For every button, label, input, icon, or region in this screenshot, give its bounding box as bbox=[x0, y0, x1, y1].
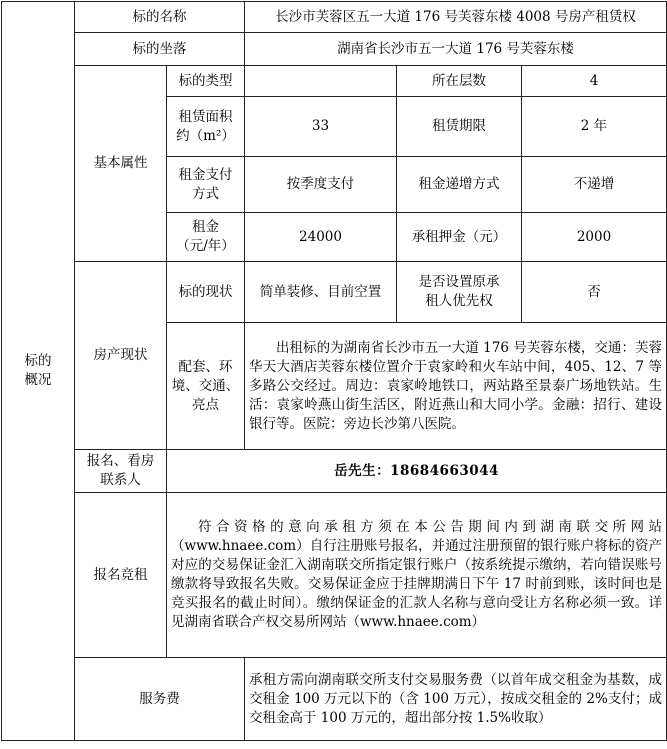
payment-method-label: 租金支付 方式 bbox=[167, 157, 245, 213]
overview-side-label: 标的 概况 bbox=[2, 2, 75, 741]
priority-right-label: 是否设置原承 租人优先权 bbox=[397, 262, 522, 323]
lease-area-value: 33 bbox=[245, 97, 397, 157]
current-status-label: 标的现状 bbox=[167, 262, 245, 323]
bidding-text: 符合资格的意向承租方须在本公告期间内到湖南联交所网站（www.hnaee.com）自行注册账号报名，并通过注册预留的银行账户将标的资产对应的交易保证金汇入湖南联交所指定银行账户（按系统提示缴纳，若向错误账号缴款将导致报名失败。交易保证金应于挂牌期满日下午 17 时前到账，该时间也是竞买报名的截止时间）。缴纳保证金的汇款人名称与意向受让方名称必须一致。详见湖南省联合产权交易所网站（www.hnaee.com） bbox=[167, 493, 667, 658]
rent-increase-value: 不递增 bbox=[522, 157, 667, 213]
deposit-value: 2000 bbox=[522, 213, 667, 262]
basic-attributes-label: 基本属性 bbox=[75, 66, 167, 262]
service-fee-label: 服务费 bbox=[75, 658, 245, 741]
bidding-label: 报名竞租 bbox=[75, 493, 167, 658]
floor-label: 所在层数 bbox=[397, 66, 522, 97]
annual-rent-value: 24000 bbox=[245, 213, 397, 262]
property-status-label: 房产现状 bbox=[75, 262, 167, 450]
service-fee-text: 承租方需向湖南联交所支付交易服务费（以首年成交租金为基数，成交租金 100 万元以下的（含 100 万元），按成交租金的 2%支付；成交租金高于 100 万元的，超出部分按 1.5%收取） bbox=[245, 658, 667, 741]
lease-area-label: 租赁面积 约（m²） bbox=[167, 97, 245, 157]
floor-value: 4 bbox=[522, 66, 667, 97]
priority-right-value: 否 bbox=[522, 262, 667, 323]
property-type-label: 标的类型 bbox=[167, 66, 245, 97]
facilities-text: 出租标的为湖南省长沙市五一大道 176 号芙蓉东楼，交通：芙蓉华天大酒店芙蓉东楼位置介于袁家岭和火车站中间，405、12、7 等多路公交经过。周边：袁家岭地铁口，两站路至景泰广场地铁站。生活：袁家岭燕山街生活区，附近燕山和大同小学。金融：招行、建设银行等。医院：旁边长沙第八医院。 bbox=[245, 323, 667, 450]
current-status-value: 简单装修、目前空置 bbox=[245, 262, 397, 323]
property-location-label: 标的坐落 bbox=[75, 33, 245, 66]
contact-label: 报名、看房 联系人 bbox=[75, 450, 167, 493]
rent-increase-label: 租金递增方式 bbox=[397, 157, 522, 213]
facilities-label: 配套、环 境、交通、 亮点 bbox=[167, 323, 245, 450]
lease-term-value: 2 年 bbox=[522, 97, 667, 157]
property-location-value: 湖南省长沙市五一大道 176 号芙蓉东楼 bbox=[245, 33, 667, 66]
lease-term-label: 租赁期限 bbox=[397, 97, 522, 157]
property-type-value bbox=[245, 66, 397, 97]
payment-method-value: 按季度支付 bbox=[245, 157, 397, 213]
property-name-label: 标的名称 bbox=[75, 2, 245, 33]
deposit-label: 承租押金（元） bbox=[397, 213, 522, 262]
property-name-value: 长沙市芙蓉区五一大道 176 号芙蓉东楼 4008 号房产租赁权 bbox=[245, 2, 667, 33]
contact-value: 岳先生：18684663044 bbox=[167, 450, 667, 493]
annual-rent-label: 租金 （元/年） bbox=[167, 213, 245, 262]
property-info-table bbox=[1, 1, 667, 741]
